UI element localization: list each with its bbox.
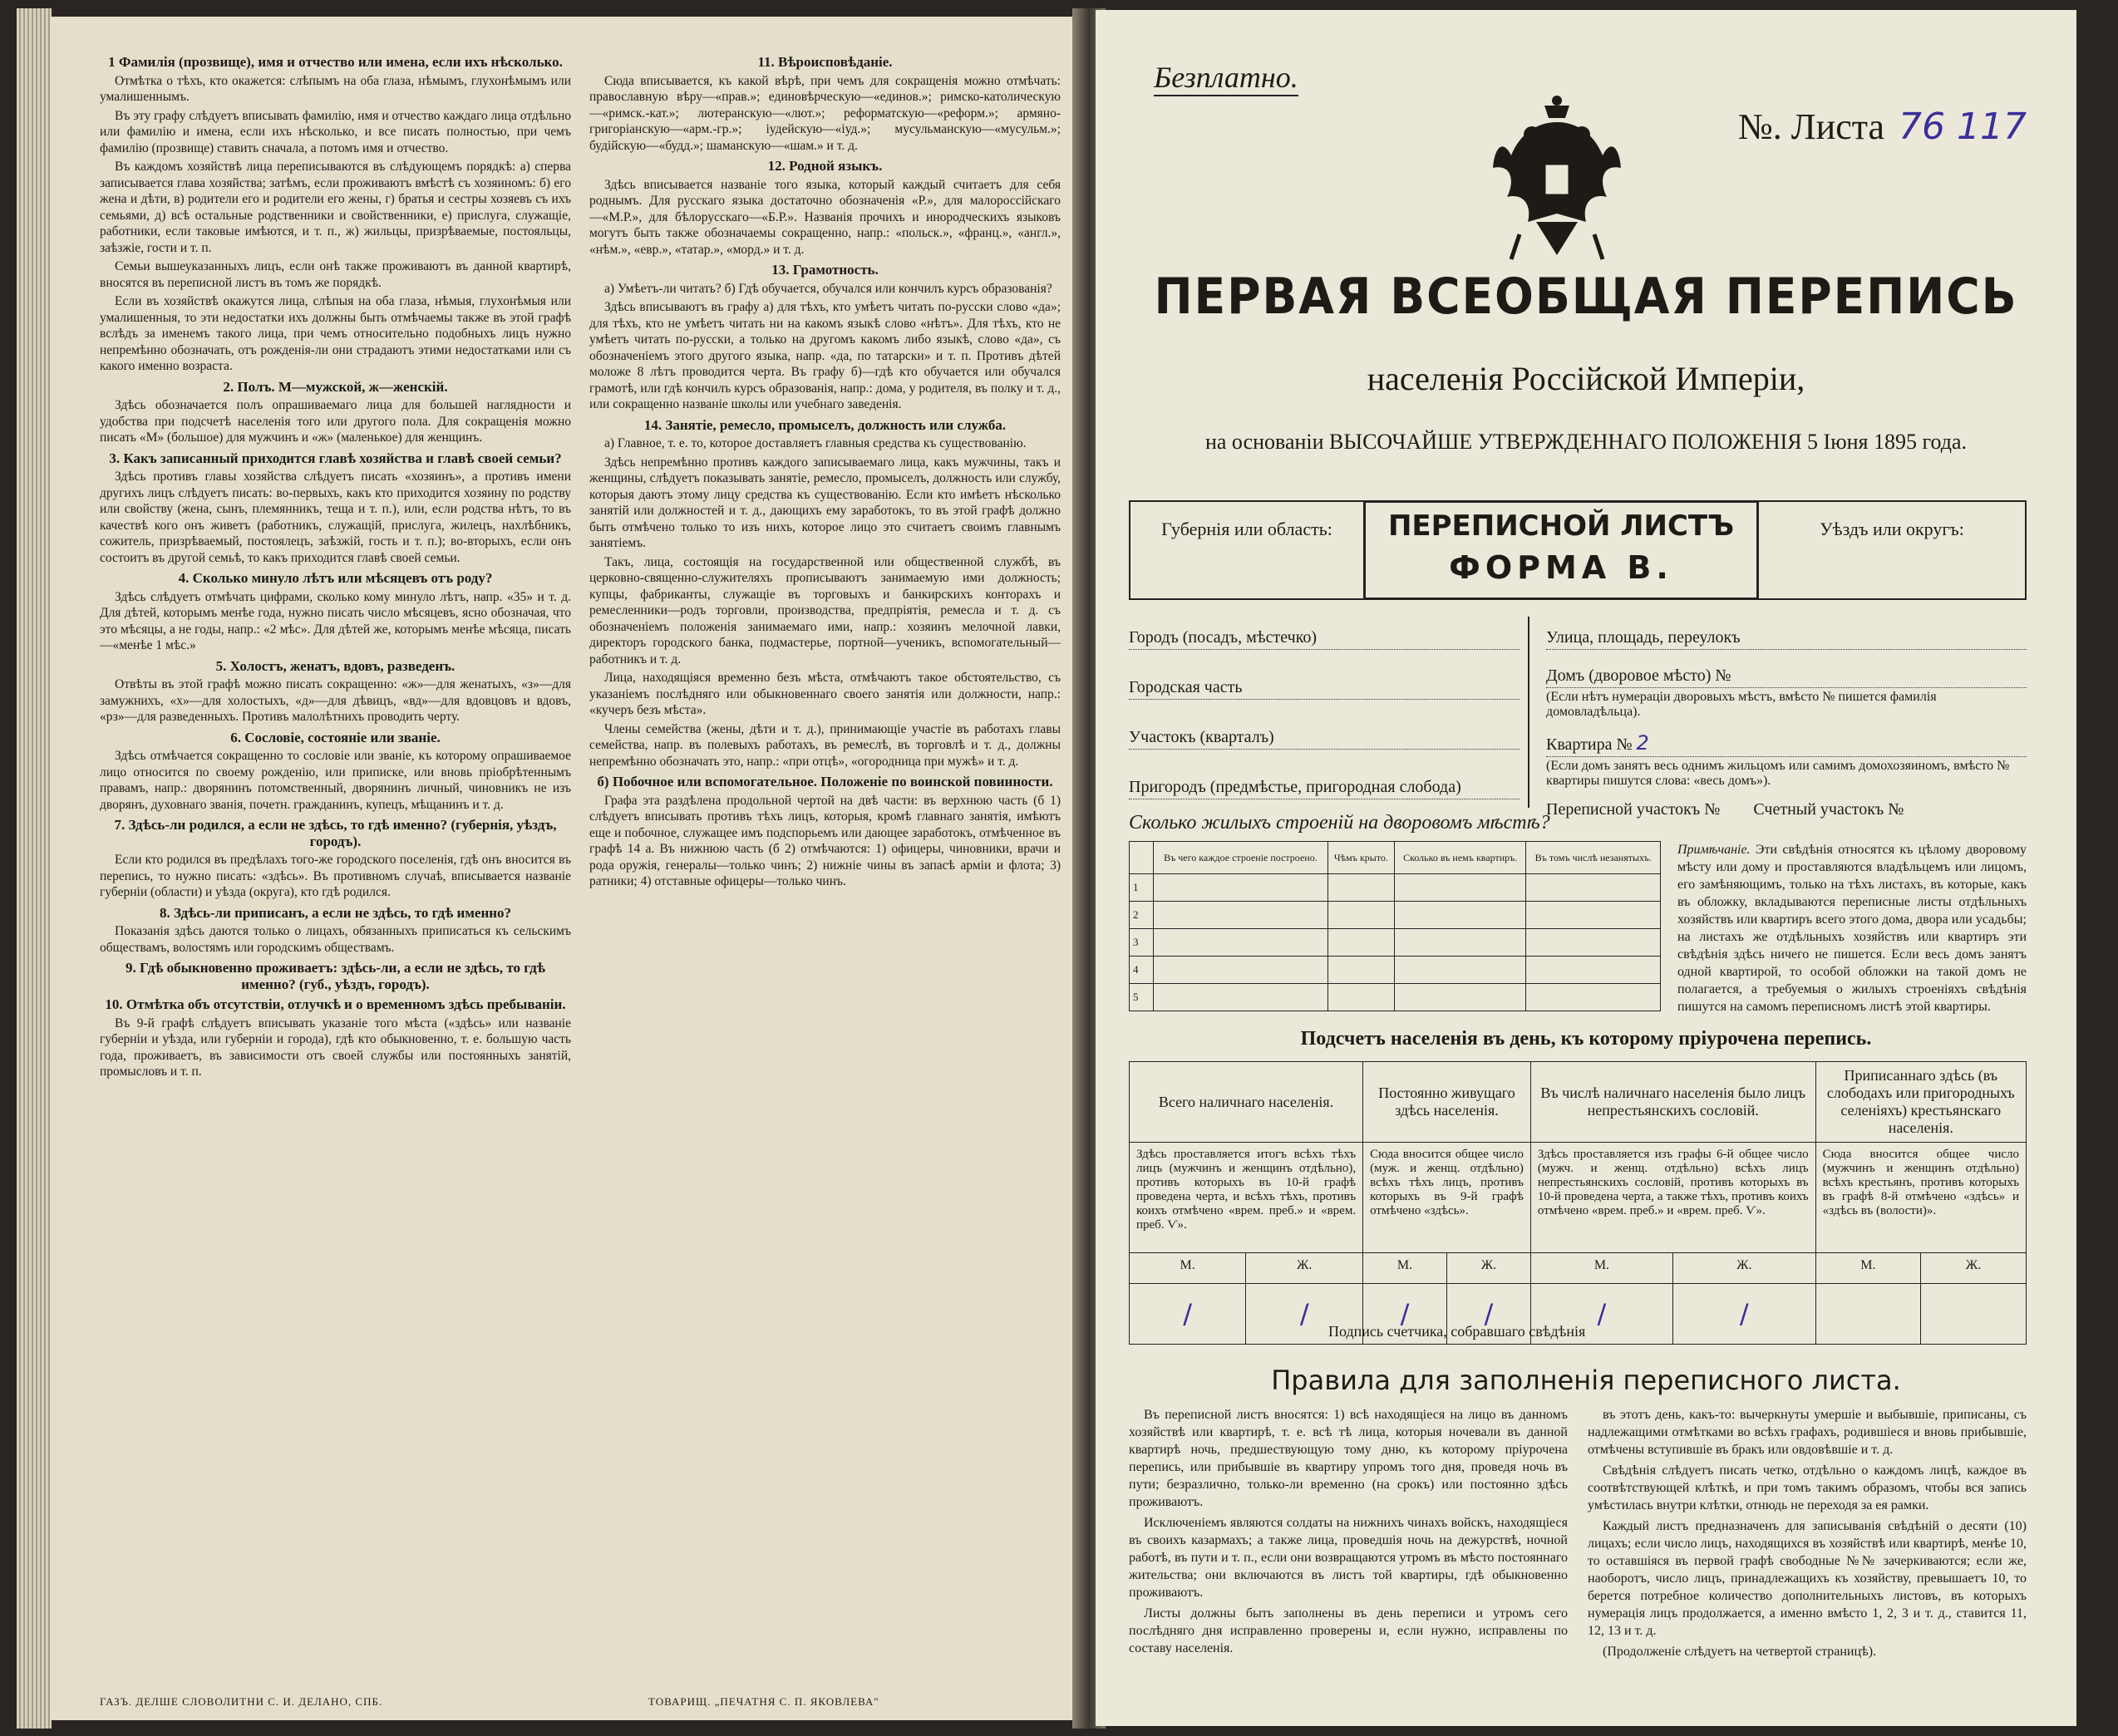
instruction-heading: 11. Вѣроисповѣданіе.	[757, 54, 893, 70]
instruction-paragraph: Отмѣтка о тѣхъ, кто окажется: слѣпымъ на оба глаза, нѣмымъ, глухонѣмымъ или умалишеннымъ.	[100, 73, 571, 104]
instruction-paragraph: Семьи вышеуказанныхъ лицъ, если онѣ также проживаютъ въ данной квартирѣ, вносятся въ переписной листъ въ томъ же порядкѣ.	[100, 259, 571, 290]
census-title: ПЕРВАЯ ВСЕОБЩАЯ ПЕРЕПИСЬ	[1154, 268, 2018, 326]
province-label: Губернія или область:	[1161, 519, 1332, 539]
address-section	[1129, 617, 2027, 819]
instruction-heading: 14. Занятіе, ремесло, промыселъ, должность или служба.	[643, 416, 1007, 433]
count-column-header: Всего наличнаго населенія.	[1130, 1062, 1363, 1143]
buildings-row	[1130, 874, 1661, 902]
census-sections	[1546, 800, 2027, 819]
buildings-row	[1130, 902, 1661, 929]
instruction-paragraph: Если въ хозяйствѣ окажутся лица, слѣпыя на оба глаза, нѣмыя, глухонѣмыя или умалишенныя, то эти недостатки ихъ должны быть отмѣчаемы также въ этой графѣ вслѣдъ за именемъ такого лица, при чемъ относительно подобныхъ лицъ нужно непремѣнно обозначать, отъ рожденія-ли они страдаютъ этими недостатками или съ какого именно возраста.	[100, 294, 571, 373]
apartment-label: Квартира №	[1546, 735, 1633, 754]
counting-section-field: Счетный участокъ №	[1753, 800, 1904, 819]
population-count-table	[1129, 1061, 2027, 1345]
count-column-header: Въ числѣ наличнаго населенія было лицъ непрестьянскихъ сословій.	[1530, 1062, 1815, 1143]
instruction-heading: 4. Сколько минуло лѣтъ или мѣсяцевъ отъ роду?	[178, 570, 493, 586]
buildings-cell	[1395, 984, 1526, 1011]
buildings-table	[1129, 841, 1661, 1011]
rule-paragraph: Свѣдѣнія слѣдуетъ писать четко, отдѣльно о каждомъ лицѣ, каждое въ соотвѣтствующей клѣткѣ, и при томъ такимъ образомъ, чтобы вся запись умѣстилась внутри клѣтки, отнюдь не переходя за ея рамки.	[1588, 1463, 2027, 1512]
buildings-cell	[1395, 957, 1526, 984]
count-value-handwritten: /	[1246, 1284, 1363, 1345]
female-label: Ж.	[1672, 1253, 1815, 1284]
address-left	[1129, 617, 1529, 808]
rule-paragraph: Каждый листъ предназначенъ для записыванія свѣдѣній о десяти (10) лицахъ; если число лицъ, находящихся въ хозяйствѣ или квартирѣ, менѣе 10, то оставшіяся въ первой графѣ свободные №№ зачеркиваются; если же, наоборотъ, число лицъ, принадлежащихъ къ хозяйству, превышаетъ 10, то берется потребное количество дополнительныхъ листовъ, въ которыхъ нумерація лицъ продолжается, а именно вмѣсто 1, 2, 3 и т. д., ставится 11, 12, 13 и т. д.	[1588, 1519, 2027, 1638]
rule-paragraph: въ этотъ день, какъ-то: вычеркнуты умершіе и выбывшіе, приписаны, съ надлежащими отмѣтками во всѣхъ графахъ, родившіеся и вновь прибывшіе, отмѣчены вступившіе въ бракъ или овдовѣвшіе и т. д.	[1588, 1408, 2027, 1457]
instruction-paragraph: Такъ, лица, состоящія на государственной или общественной службѣ, въ церковно-священно-служителяхъ прописываютъ занимаемую ими должность; купцы, фабриканты, служащіе въ торговыхъ и банкирскихъ конторахъ и ремесленники—родъ торговли, производства, предпріятія, ремесла и т. д. съ обозначеніемъ положенія занимаемаго ими, напр.: хозяинъ мелочной лавки, директоръ городского банка, подмастерье, портной—ученикъ, вспомогательный—работникъ и т. д.	[589, 554, 1061, 666]
sheet-title-box	[1363, 500, 1759, 600]
sheet-number	[1738, 106, 2027, 148]
buildings-cell	[1327, 984, 1394, 1011]
count-value-handwritten: /	[1130, 1284, 1246, 1345]
buildings-row	[1130, 929, 1661, 957]
buildings-question: Сколько жилыхъ строеній на дворовомъ мѣстѣ?	[1129, 812, 1550, 834]
buildings-cell	[1395, 929, 1526, 957]
count-column-header: Приписаннаго здѣсь (въ слободахъ или пригородныхъ селеніяхъ) крестьянскаго населенія.	[1815, 1062, 2026, 1143]
buildings-row	[1130, 957, 1661, 984]
count-column-description: Сюда вносится общее число (мужчинъ и женщинъ отдѣльно) всѣхъ крестьянъ, противъ которыхъ въ графѣ 8-й отмѣчено «здѣсь» и «здѣсь въ (волости)».	[1815, 1143, 2026, 1253]
apartment-number-handwritten: 2	[1636, 731, 1649, 755]
count-value-handwritten: /	[1530, 1284, 1672, 1345]
instruction-paragraph: Здѣсь слѣдуетъ отмѣчать цифрами, сколько кому минуло лѣтъ, напр. «35» и т. д. Для дѣтей, которымъ менѣе года, нужно писать число мѣсяцевъ, ясно обозначая, что это мѣсяцы, а не годы, напр.: «2 мѣс». Для дѣтей же, которымъ менѣе мѣсяца, писать—«менѣе 1 мѣс.»	[100, 589, 571, 652]
census-subtitle: населенія Россійской Имперіи,	[1367, 360, 1805, 397]
district-field	[1759, 500, 2027, 600]
count-value-handwritten	[1921, 1284, 2027, 1345]
buildings-row-number: 5	[1130, 984, 1154, 1011]
count-value-handwritten	[1815, 1284, 1920, 1345]
instruction-heading: 13. Грамотность.	[771, 262, 879, 278]
buildings-cell	[1327, 874, 1394, 902]
rule-paragraph: Въ переписной листъ вносятся: 1) всѣ находящіеся на лицо въ данномъ хозяйствѣ или квартирѣ, т. е. всѣ тѣ лица, которыя ночевали въ данной квартирѣ ночь, предшествующую тому дню, къ которому пріурочена перепись, или прибывшіе въ квартиру упромъ того дня, проведя ночь въ пути; безразлично, только-ли временно (на срокъ) или постоянно здѣсь проживаютъ.	[1129, 1408, 1568, 1509]
instruction-paragraph: Отвѣты въ этой графѣ можно писать сокращенно: «ж»—для женатыхъ, «з»—для замужнихъ, «х»—для холостыхъ, «д»—для дѣвицъ, «вд»—для вдовцовъ и вдовъ, «рз»—для разведенныхъ. Противъ малолѣтнихъ проводить черту.	[100, 677, 571, 724]
instruction-paragraph: Здѣсь непремѣнно противъ каждого записываемаго лица, какъ мужчины, такъ и женщины, слѣдуетъ показывать занятіе, ремесло, промыселъ, должность или службу, которыя даютъ этому лицу средства къ существованію. Если кто имѣетъ нѣсколько занятій или должностей и т. д., дающихъ ему заработокъ, то въ этой графѣ должно быть отмѣчено только то изъ нихъ, которое лицо это считаетъ своимъ главнымъ занятіемъ.	[589, 455, 1061, 550]
count-column-description: Здѣсь проставляется итогъ всѣхъ тѣхъ лицъ (мужчинъ и женщинъ отдѣльно), противъ которыхъ въ 10-й графѣ проведена черта, и всѣхъ тѣхъ, противъ коихъ отмѣчено «врем. преб.» и «врем. преб. Ѵ».	[1130, 1143, 1363, 1253]
count-column-description: Сюда вносится общее число (муж. и женщ. отдѣльно) всѣхъ тѣхъ лицъ, противъ которыхъ въ 9-й графѣ отмѣчено «здѣсь».	[1363, 1143, 1531, 1253]
instruction-heading: 1 Фамилія (прозвище), имя и отчество или имена, если ихъ нѣсколько.	[108, 54, 563, 70]
buildings-row-number: 3	[1130, 929, 1154, 957]
rules-column-1	[1129, 1406, 1568, 1664]
sheet-title: ПЕРЕПИСНОЙ ЛИСТЪ	[1387, 509, 1735, 543]
instruction-paragraph: Графа эта раздѣлена продольной чертой на двѣ части: въ верхнюю часть (б 1) слѣдуетъ вписывать противъ тѣхъ лицъ, которыя, кромѣ главнаго занятія, имѣютъ еще и побочное, служащее имъ подспорьемъ или дающее заработокъ, отмѣченное въ графѣ 14 а. Въ нижнюю часть (б 2) отмѣчаются: 1) офицеры, чиновники, врачи и рода оружія, генералы—только чинъ; 2) нижніе чины въ запасѣ арміи и флота; 3) ратники; 4) отставные офицеры—только чинъ.	[589, 793, 1061, 888]
buildings-row-number: 1	[1130, 874, 1154, 902]
buildings-cell	[1154, 874, 1328, 902]
buildings-column-header: Въ чего каждое строеніе построено.	[1154, 842, 1328, 874]
male-label: М.	[1363, 1253, 1447, 1284]
left-page-instructions	[50, 17, 1089, 1720]
printer-imprint-left: ГАЗЪ. ДЕЛШЕ СЛОВОЛИТНИ С. И. ДЕЛАНО, СПБ.	[100, 1695, 383, 1708]
male-label: М.	[1530, 1253, 1672, 1284]
instruction-heading: 5. Холостъ, женатъ, вдовъ, разведенъ.	[215, 657, 456, 674]
book-page-edges	[17, 8, 52, 1729]
buildings-index-header	[1130, 842, 1154, 874]
city-part-field: Городская часть	[1129, 678, 1520, 700]
suburb-field: Пригородъ (предмѣстье, пригородная слобода)	[1129, 778, 1520, 799]
instructions-column-1	[100, 50, 571, 1695]
buildings-cell	[1154, 929, 1328, 957]
instruction-paragraph: Члены семейства (жены, дѣти и т. д.), принимающіе участіе въ работахъ главы семейства, напр. въ полевыхъ работахъ, въ ремеслѣ, въ торговлѣ и т. д., должны непремѣнно обозначать это, напр.: «при отцѣ», «огородница при мужѣ» и т. д.	[589, 721, 1061, 769]
buildings-column-header: Чѣмъ крыто.	[1327, 842, 1394, 874]
rules-title: Правила для заполненія переписного листа.	[1271, 1365, 1901, 1396]
buildings-row	[1130, 984, 1661, 1011]
form-header-row	[1129, 500, 2027, 600]
buildings-cell	[1154, 902, 1328, 929]
instructions-column-2	[589, 50, 1061, 1695]
instruction-heading: 3. Какъ записанный приходится главѣ хозяйства и главѣ своей семьи?	[109, 450, 562, 466]
instruction-heading: 9. Гдѣ обыкновенно проживаетъ: здѣсь-ли, а если не здѣсь, то гдѣ именно? (губ., уѣздъ, городъ).	[126, 960, 545, 992]
apartment-field	[1546, 731, 2027, 757]
rules-text	[1129, 1406, 2027, 1664]
buildings-cell	[1327, 902, 1394, 929]
instruction-heading: 7. Здѣсь-ли родился, а если не здѣсь, то гдѣ именно? (губернія, уѣздъ, городъ).	[114, 817, 557, 849]
buildings-cell	[1154, 984, 1328, 1011]
instruction-paragraph: Въ каждомъ хозяйствѣ лица переписываются въ слѣдующемъ порядкѣ: а) сперва записывается глава хозяйства; затѣмъ, если проживаютъ вмѣстѣ съ хозяиномъ: б) его жена и дѣти, в) родители его и родители его жены, г) братья и сестры хозяевъ съ ихъ семьями, д) всѣ остальные родственники и свойственники, е) прислуга, служащіе, работники, если таковые имѣются, и т. п., ж) жильцы, призрѣваемые, постояльцы, заѣзжіе, гости и т. п.	[100, 160, 571, 255]
male-label: М.	[1815, 1253, 1920, 1284]
buildings-cell	[1526, 929, 1661, 957]
instruction-paragraph: Въ 9-й графѣ слѣдуетъ вписывать указаніе того мѣста («здѣсь» или названіе губерніи и уѣзда, или губерніи и города), гдѣ кто обыкновенно, т. е. большую часть года, проживаетъ, въ зависимости отъ своей службы или постоянныхъ занятій, промысловъ и т. п.	[100, 1016, 571, 1079]
instruction-paragraph: Въ эту графу слѣдуетъ вписывать фамилію, имя и отчество каждаго лица отдѣльно или фамилію и имена, если ихъ нѣсколько, и все писать полностью, при чемъ фамилію (прозвище) ставить сначала, а потомъ имя и отчество.	[100, 108, 571, 155]
buildings-cell	[1327, 957, 1394, 984]
street-field: Улица, площадь, переулокъ	[1546, 628, 2027, 650]
buildings-cell	[1395, 902, 1526, 929]
census-section-field: Переписной участокъ №	[1546, 800, 1721, 819]
female-label: Ж.	[1921, 1253, 2027, 1284]
count-table-gender-row	[1130, 1253, 2027, 1284]
count-value-handwritten: /	[1363, 1284, 1447, 1345]
district-label: Уѣздъ или округъ:	[1820, 519, 1964, 539]
count-value-handwritten: /	[1446, 1284, 1530, 1345]
buildings-cell	[1526, 902, 1661, 929]
count-column-description: Здѣсь проставляется изъ графы 6-й общее число (мужч. и женщ. отдѣльно) всѣхъ лицъ непрестьянскихъ сословій, противъ которыхъ въ 10-й проведена черта, а также тѣхъ, противъ коихъ отмѣчено «врем. преб.» и «врем. преб. Ѵ».	[1530, 1143, 1815, 1253]
instruction-heading: 6. Сословіе, состояніе или званіе.	[230, 729, 441, 745]
rule-paragraph: Исключеніемъ являются солдаты на нижнихъ чинахъ войскъ, находящіеся въ своихъ казармахъ; а также лица, проведшія ночь на дежурствѣ, ночной работѣ, въ пути и т. п., если они возвращаются утромъ въ мѣсто постояннаго жительства; они включаются въ листъ той квартиры, гдѣ обыкновенно проживаютъ.	[1129, 1516, 1568, 1600]
note-text: Эти свѣдѣнія относятся къ цѣлому дворовому мѣсту или дому и проставляются владѣльцемъ или лицомъ, его замѣняющимъ, только на тѣхъ листахъ, въ которые, какъ въ обложку, вкладываются переписные листы отдѣльныхъ хозяйствъ или квартиръ всего этого дома, двора или усадьбы; на листахъ же отдѣльныхъ хозяйствъ или квартиръ эти свѣдѣнія здѣсь ничего не пишется. Если весь домъ занятъ одной квартирой, то особой обложки на такой домъ не полагается, а требуемыя о жилыхъ строеніяхъ свѣдѣнія пишутся на самомъ переписномъ листѣ этой квартиры.	[1677, 843, 2027, 1014]
count-table-header	[1130, 1062, 2027, 1143]
enumerator-signature-field: Подпись счетчика, собравшаго свѣдѣнія	[1328, 1323, 1586, 1340]
buildings-column-header: Въ томъ числѣ незанятыхъ.	[1526, 842, 1661, 874]
buildings-table-header	[1130, 842, 1661, 874]
instruction-heading: 10. Отмѣтка объ отсутствіи, отлучкѣ и о временномъ здѣсь пребываніи.	[105, 996, 566, 1012]
instruction-paragraph: Здѣсь обозначается полъ опрашиваемаго лица для большей наглядности и удобства при подсчетѣ населенія того или другого пола. Для сокращенія можно писать «М» (большое) для мужчинъ и «ж» (маленькое) для женщинъ.	[100, 398, 571, 445]
province-field	[1129, 500, 1363, 600]
instruction-paragraph: а) Умѣетъ-ли читать? б) Гдѣ обучается, обучался или кончилъ курсъ образованія?	[604, 281, 1052, 296]
section-field: Участокъ (кварталъ)	[1129, 728, 1520, 750]
census-form-page	[1096, 10, 2076, 1726]
buildings-cell	[1327, 929, 1394, 957]
count-value-handwritten: /	[1672, 1284, 1815, 1345]
instruction-paragraph: Если кто родился въ предѣлахъ того-же городского поселенія, гдѣ онъ вносится въ перепись, то нужно писать: «здѣсь». Въ противномъ случаѣ, вписывается названіе губерніи (области) и уѣзда (округа), кто гдѣ родился.	[100, 853, 571, 899]
instruction-heading: 12. Родной языкъ.	[767, 158, 883, 174]
instruction-paragraph: Здѣсь отмѣчается сокращенно то сословіе или званіе, къ которому опрашиваемое лицо относится по своему рожденію, или приписке, или вновь пріобрѣтеннымъ правамъ, напр.: дворянинъ потомственный, дворянинъ личный, чиновникъ не изъ дворянъ, духовнаго званія, почетн. гражданинъ, купецъ, мѣщанинъ и т. д.	[100, 749, 571, 812]
instruction-paragraph: Сюда вписывается, къ какой вѣрѣ, при чемъ для сокращенія можно отмѣчать: православную вѣру—«прав.»; единовѣрческую—«единов.»; римско-католическую—«римск.-кат.»; лютеранскую—«лют.»; реформатскую—«реформ.»; армяно-григоріанскую—«арм.-гр.»; іудейскую—«іуд.»; мусульманскую—«мусульм.»; будійскую—«будд.»; шаманскую—«шам.» и т. д.	[589, 73, 1061, 153]
rule-paragraph: Листы должны быть заполнены въ день переписи и утромъ сего послѣдняго дня исправленно проверены и, если нужно, исправлены по составу населенія.	[1129, 1606, 1568, 1655]
instruction-paragraph: Здѣсь вписываютъ въ графу а) для тѣхъ, кто умѣетъ читать по-русски слово «да»; для тѣхъ, кто не умѣетъ читать ни на какомъ языкѣ слово «нѣтъ». Для тѣхъ, кто не умѣетъ читать по-русски, а только на другомъ какомъ либо языкѣ, слово «да», съ обозначеніемъ этого другого языка, напр. «да, по татарски» и т. п. Противъ дѣтей моложе 8 лѣтъ проводится черта. Въ графу б)—гдѣ кто обучается или обучался грамотѣ, или гдѣ кончилъ курсъ образованія, напр.: дома, у родителя, въ полку и т. д., или сокращенно названіе школы или учебнаго заведенія.	[589, 300, 1061, 411]
buildings-row-number: 4	[1130, 957, 1154, 984]
buildings-row-number: 2	[1130, 902, 1154, 929]
buildings-cell	[1395, 874, 1526, 902]
buildings-cell	[1154, 957, 1328, 984]
female-label: Ж.	[1246, 1253, 1363, 1284]
house-field: Домъ (дворовое мѣсто) №	[1546, 666, 2027, 688]
form-name: ФОРМА В.	[1449, 549, 1673, 586]
count-table-descriptions	[1130, 1143, 2027, 1253]
sheet-number-label: №. Листа	[1737, 106, 1885, 147]
population-count-title: Подсчетъ населенія въ день, къ которому пріурочена перепись.	[1300, 1028, 1872, 1050]
city-field: Городъ (посадъ, мѣстечко)	[1129, 628, 1520, 650]
male-label: М.	[1130, 1253, 1246, 1284]
double-headed-eagle-emblem	[1486, 89, 1628, 272]
instruction-heading: 8. Здѣсь-ли приписанъ, а если не здѣсь, то гдѣ именно?	[159, 904, 512, 921]
count-column-header: Постоянно живущаго здѣсь населенія.	[1363, 1062, 1531, 1143]
instruction-paragraph: а) Главное, т. е. то, которое доставляетъ главныя средства къ существованію.	[604, 436, 1027, 450]
rule-paragraph: (Продолженіе слѣдуетъ на четвертой страницѣ).	[1603, 1645, 1877, 1659]
instruction-paragraph: Здѣсь противъ главы хозяйства слѣдуетъ писать «хозяинъ», а противъ имени другихъ лицъ слѣдуетъ писать: во-первыхъ, какъ кто приходится хозяину по родству или свойству (жена, сынъ, племянникъ, теща и т. п.), или, если родства нѣтъ, то въ качествѣ кого онъ живетъ (работникъ, служащій, прислуга, жилецъ, нахлѣбникъ, сожитель, призрѣваемый, постоялецъ, заѣзжій, гость и т. п.); во-вторыхъ, если онъ состоитъ въ другой семьѣ, то какъ приходится главѣ своей семьи.	[100, 470, 571, 565]
instruction-heading: б) Побочное или вспомогательное. Положеніе по воинской повинности.	[597, 774, 1053, 789]
buildings-cell	[1526, 874, 1661, 902]
sheet-number-handwritten: 76 117	[1899, 106, 2027, 148]
apartment-note: (Если домъ занятъ весь однимъ жильцомъ или самимъ домохозяиномъ, вмѣсто № квартиры пишутся слова: «весь домъ»).	[1546, 759, 2010, 788]
legal-basis: на основаніи ВЫСОЧАЙШЕ УТВЕРЖДЕННАГО ПОЛОЖЕНІЯ 5 Іюня 1895 года.	[1204, 430, 1968, 454]
buildings-note	[1677, 841, 2027, 1016]
instruction-paragraph: Лица, находящіяся временно безъ мѣста, отмѣчаютъ такое обстоятельство, съ указаніемъ послѣдняго или обыкновеннаго своего занятія или должности, напр.: «кучеръ безъ мѣста».	[589, 671, 1061, 717]
buildings-cell	[1526, 984, 1661, 1011]
instruction-paragraph: Здѣсь вписывается названіе того языка, который каждый считаетъ для себя роднымъ. Для русскаго языка достаточно обозначенія «Р.», для малороссійскаго—«М.Р.», для бѣлорусскаго—«Б.Р.». Названія прочихъ и инородческихъ языковъ могутъ быть также обозначаемы сокращенно, напр.: «польск.», «франц.», «англ.», «нѣм.», «евр.», «татар.», «морд.» и т. д.	[589, 177, 1061, 257]
buildings-column-header: Сколько въ немъ квартиръ.	[1395, 842, 1526, 874]
rules-column-2	[1588, 1406, 2027, 1664]
free-label: Безплатно.	[1154, 60, 1298, 96]
buildings-cell	[1526, 957, 1661, 984]
instruction-paragraph: Показанія здѣсь даются только о лицахъ, обязанныхъ приписаться къ сельскимъ обществамъ, волостямъ или городскимъ обществамъ.	[100, 924, 571, 955]
house-note: (Если нѣтъ нумераціи дворовыхъ мѣстъ, вмѣсто № пишется фамилія домовладѣльца).	[1546, 690, 1937, 719]
printer-imprint-right: ТОВАРИЩ. „ПЕЧАТНЯ С. П. ЯКОВЛЕВА"	[648, 1695, 879, 1708]
address-right	[1529, 617, 2027, 819]
note-title: Примѣчаніе.	[1677, 843, 1751, 857]
female-label: Ж.	[1446, 1253, 1530, 1284]
instruction-heading: 2. Полъ. М—мужской, ж—женскій.	[223, 378, 448, 395]
